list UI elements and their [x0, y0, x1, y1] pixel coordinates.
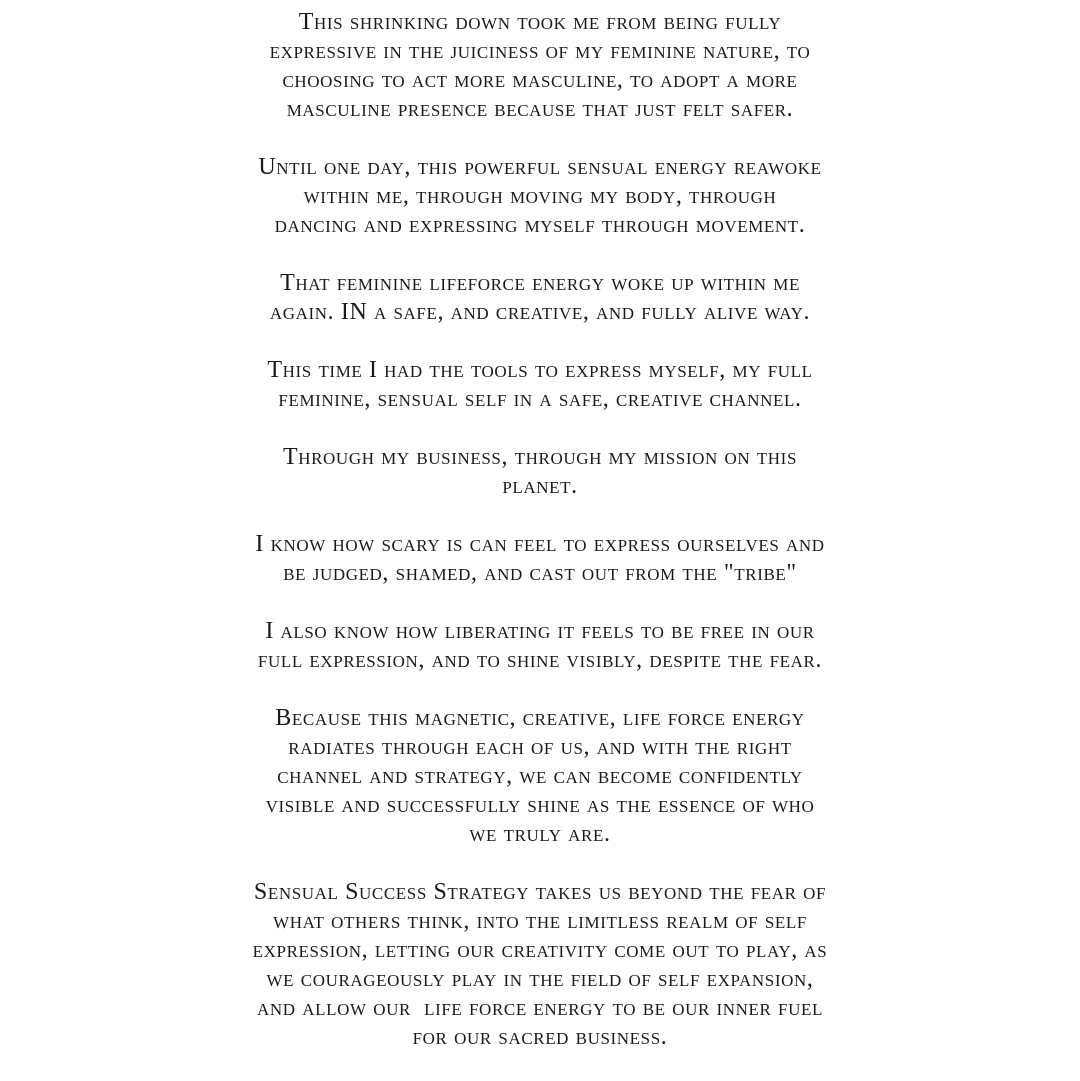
text-line: That feminine lifeforce energy woke up within me — [280, 270, 800, 296]
text-line: dancing and expressing myself through movement. — [274, 212, 806, 238]
paragraph — [0, 153, 1080, 240]
text-line: again. IN a safe, and creative, and fully alive way. — [269, 299, 811, 325]
text-line: for our sacred business. — [412, 1024, 668, 1050]
document-body — [0, 8, 1080, 1081]
paragraph — [0, 356, 1080, 414]
text-line: Until one day, this powerful sensual energy reawoke — [258, 154, 822, 180]
text-line: we truly are. — [469, 821, 611, 847]
text-line: visible and successfully shine as the essence of who — [265, 792, 815, 818]
text-line: we courageously play in the field of self expansion, — [266, 966, 814, 992]
text-line: This time I had the tools to express myself, my full — [267, 357, 813, 383]
text-line: feminine, sensual self in a safe, creative channel. — [278, 386, 802, 412]
text-line: within me, through moving my body, through — [303, 183, 777, 209]
paragraph — [0, 8, 1080, 124]
text-line: and allow our life force energy to be our inner fuel — [257, 995, 823, 1021]
text-line: I also know how liberating it feels to be free in our — [265, 618, 815, 644]
paragraph — [0, 443, 1080, 501]
paragraph — [0, 704, 1080, 849]
text-line: what others think, into the limitless realm of self — [273, 908, 807, 934]
text-line: be judged, shamed, and cast out from the "tribe" — [283, 560, 797, 586]
text-line: Because this magnetic, creative, life force energy — [275, 705, 805, 731]
text-line: expressive in the juiciness of my feminine nature, to — [269, 38, 811, 64]
text-line: masculine presence because that just felt safer. — [286, 96, 794, 122]
paragraph — [0, 617, 1080, 675]
text-line: choosing to act more masculine, to adopt a more — [282, 67, 798, 93]
text-line: Sensual Success Strategy takes us beyond the fear of — [253, 879, 827, 905]
text-line: channel and strategy, we can become confidently — [277, 763, 803, 789]
text-line: Through my business, through my mission on this — [282, 444, 797, 470]
paragraph — [0, 530, 1080, 588]
text-line: expression, letting our creativity come out to play, as — [252, 937, 828, 963]
paragraph — [0, 878, 1080, 1052]
text-line: full expression, and to shine visibly, despite the fear. — [257, 647, 823, 673]
text-line: This shrinking down took me from being fully — [298, 9, 782, 35]
paragraph — [0, 269, 1080, 327]
text-line: I know how scary is can feel to express ourselves and — [255, 531, 825, 557]
text-line: radiates through each of us, and with the right — [288, 734, 792, 760]
text-line: planet. — [502, 473, 578, 499]
